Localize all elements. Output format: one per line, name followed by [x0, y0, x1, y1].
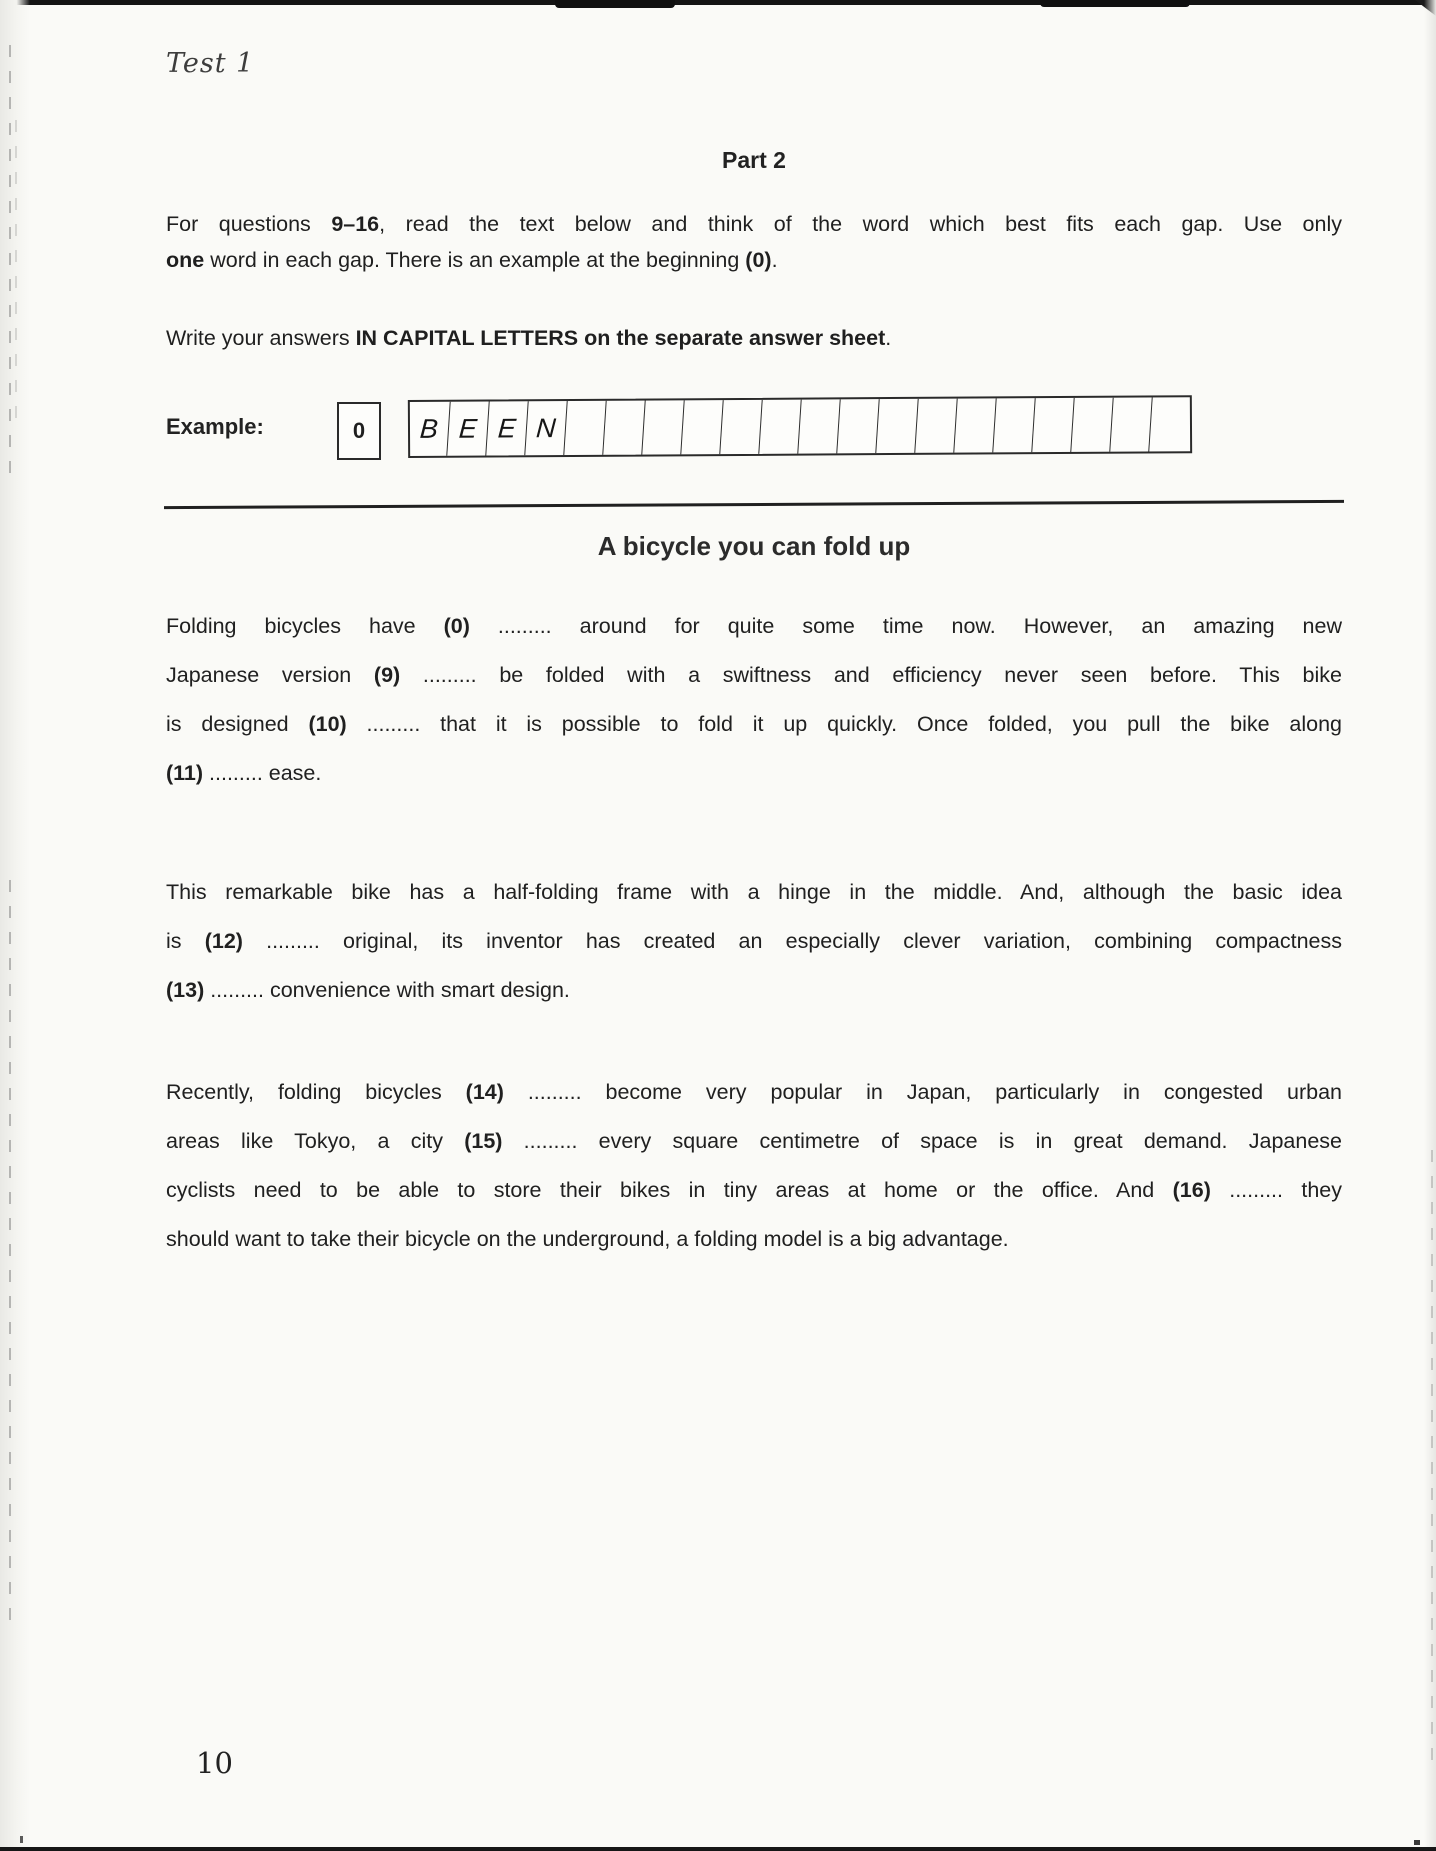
scan-artifact-bottom-edge	[0, 1847, 1436, 1851]
answer-cell	[681, 400, 723, 454]
text-line: Recently, folding bicycles (14) ......... become very popular in Japan, particularly in congested urban	[166, 1080, 1342, 1104]
answer-cell	[564, 401, 606, 455]
example-answer-grid	[408, 395, 1192, 458]
answer-cell	[642, 400, 684, 454]
answer-cell	[1149, 397, 1191, 451]
example-number-box: 0	[337, 402, 381, 460]
divider-rule	[164, 500, 1344, 509]
task-instructions	[166, 212, 1342, 284]
text-line: is (12) ......... original, its inventor has created an especially clever variation, combining compactness	[166, 929, 1342, 953]
part-heading: Part 2	[722, 147, 786, 173]
answer-cell: E	[486, 401, 528, 455]
passage-paragraph-1	[166, 614, 1342, 810]
scan-artifact-scratch	[9, 45, 11, 475]
text-line: Japanese version (9) ......... be folded with a swiftness and efficiency never seen before. This bike	[166, 663, 1342, 687]
answer-cell: N	[525, 401, 567, 455]
text-line: (11) ......... ease.	[166, 761, 322, 785]
text-line: cyclists need to be able to store their bikes in tiny areas at home or the office. And (16) ......... they	[166, 1178, 1342, 1202]
answer-cell	[720, 400, 762, 454]
scan-artifact-right-edge	[1424, 0, 1436, 1851]
scan-artifact-scratch	[15, 120, 17, 420]
text-line: (13) ......... convenience with smart design.	[166, 978, 570, 1002]
text-line: should want to take their bicycle on the underground, a folding model is a big advantage.	[166, 1227, 1009, 1251]
answer-cell	[1110, 397, 1152, 451]
answer-cell	[1032, 398, 1074, 452]
text-line: is designed (10) ......... that it is possible to fold it up quickly. Once folded, you pull the bike along	[166, 712, 1342, 736]
answer-cell: E	[447, 402, 489, 456]
passage-paragraph-3	[166, 1080, 1342, 1276]
answer-cell: B	[408, 402, 450, 456]
text-line: This remarkable bike has a half-folding frame with a hinge in the middle. And, although the basic idea	[166, 880, 1342, 904]
scan-artifact-blotch	[1040, 0, 1190, 7]
scan-artifact-speck	[20, 1836, 23, 1843]
answer-cell	[837, 399, 879, 453]
passage-paragraph-2	[166, 880, 1342, 1027]
scan-artifact-scratch	[1431, 1150, 1433, 1770]
scan-artifact-top-edge	[0, 0, 1436, 5]
page-number: 10	[196, 1746, 233, 1780]
example-label: Example:	[166, 414, 264, 439]
text-line: Folding bicycles have (0) ......... around for quite some time now. However, an amazing new	[166, 614, 1342, 638]
answer-cell	[603, 401, 645, 455]
running-header: Test 1	[166, 48, 255, 79]
answer-cell	[915, 399, 957, 453]
text-line: one word in each gap. There is an example at the beginning (0).	[166, 248, 778, 272]
answer-cell	[993, 398, 1035, 452]
answer-cell	[798, 399, 840, 453]
text-line: areas like Tokyo, a city (15) ......... every square centimetre of space is in great demand. Japanese	[166, 1129, 1342, 1153]
scan-artifact-speck	[1414, 1840, 1420, 1845]
text-line: For questions 9–16, read the text below and think of the word which best fits each gap. Use only	[166, 212, 1342, 236]
text-line: Write your answers IN CAPITAL LETTERS on the separate answer sheet.	[166, 326, 892, 350]
answer-cell	[876, 399, 918, 453]
scan-artifact-scratch	[9, 880, 11, 1620]
answer-cell	[1071, 398, 1113, 452]
answer-sheet-note	[166, 326, 1342, 362]
answer-cell	[954, 398, 996, 452]
answer-cell	[759, 400, 801, 454]
scan-artifact-blotch	[555, 0, 675, 8]
passage-title: A bicycle you can fold up	[597, 531, 911, 561]
